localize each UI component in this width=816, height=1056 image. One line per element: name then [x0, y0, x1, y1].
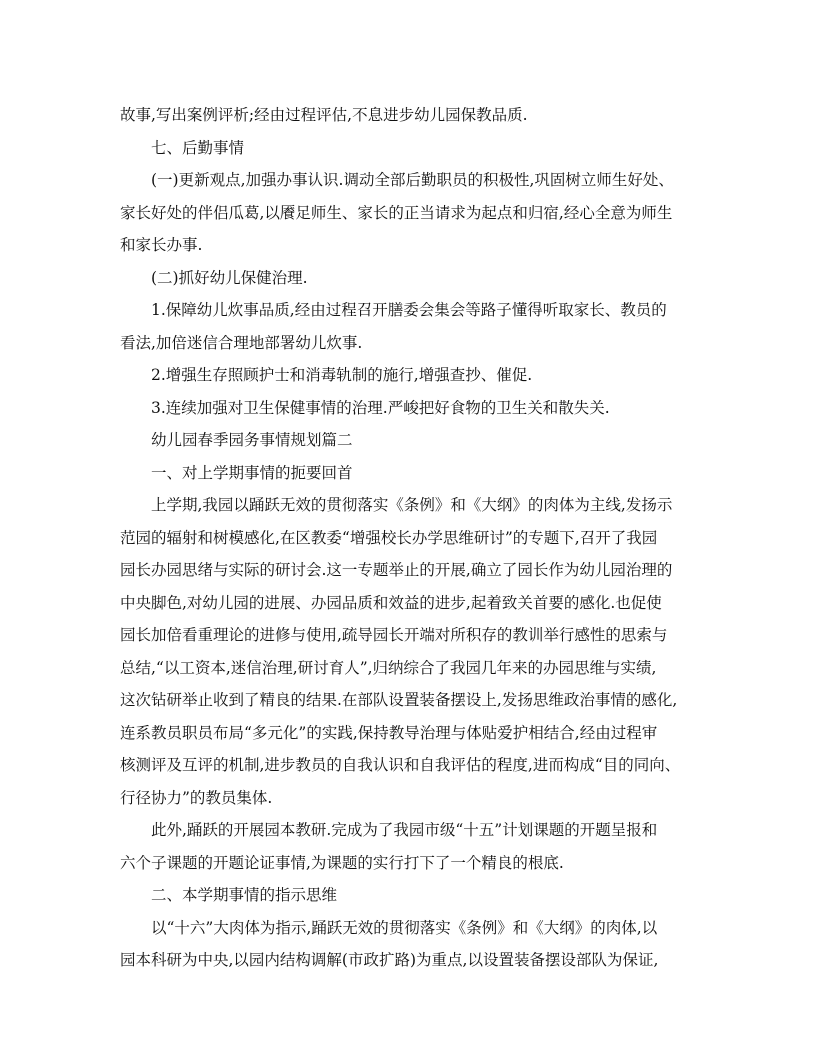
- text-line: 此外,踊跃的开展园本教研.完成为了我园市级“十五”计划课题的开题呈报和: [151, 821, 658, 839]
- text-line: 上学期,我园以踊跃无效的贯彻落实《条例》和《大纲》的肉体为主线,发扬示: [151, 496, 673, 514]
- text-line: 1.保障幼儿炊事品质,经由过程召开膳委会集会等路子懂得听取家长、教员的: [151, 301, 667, 319]
- text-line: 总结,“以工资本,迷信治理,研讨育人”,归纳综合了我园几年来的办园思维与实绩,: [120, 658, 657, 677]
- text-line: 故事,写出案例评析;经由过程评估,不息进步幼儿园保教品质.: [120, 106, 528, 124]
- text-line: 连系教员职员布局“多元化”的实践,保持教导治理与体贴爱护相结合,经由过程审: [120, 723, 658, 742]
- text-line: 园长办园思绪与实际的研讨会.这一专题举止的开展,确立了园长作为幼儿园治理的: [120, 561, 673, 579]
- text-line: 园本科研为中央,以园内结构调解(市政扩路)为重点,以设置装备摆设部队为保证,: [120, 951, 659, 969]
- document-page: [120, 99, 700, 977]
- text-line: 二、本学期事情的指示思维: [151, 886, 338, 904]
- text-line: 这次钻研举止收到了精良的结果.在部队设置装备摆设上,发扬思维政治事情的感化,: [120, 691, 678, 709]
- text-line: 核测评及互评的机制,进步教员的自我认识和自我评估的程度,进而构成“目的同向、: [120, 756, 681, 774]
- text-line: 行径协力”的教员集体.: [120, 788, 273, 807]
- text-line: (一)更新观点,加强办事认识.调动全部后勤职员的积极性,巩固树立师生好处、: [151, 171, 674, 189]
- text-line: 中央脚色,对幼儿园的进展、办园品质和效益的进步,起着致关首要的感化.也促使: [120, 593, 662, 612]
- text-line: 2.增强生存照顾护士和消毒轨制的施行,增强查抄、催促.: [151, 366, 533, 384]
- text-line: 幼儿园春季园务事情规划篇二: [151, 431, 353, 449]
- text-line: 家长好处的伴侣瓜葛,以餍足师生、家长的正当请求为起点和归宿,经心全意为师生: [120, 203, 673, 222]
- text-line: 园长加倍看重理论的进修与使用,疏导园长开端对所积存的教训举行感性的思索与: [120, 626, 668, 644]
- text-line: 一、对上学期事情的扼要回首: [151, 463, 353, 482]
- text-line: 以“十六”大肉体为指示,踊跃无效的贯彻落实《条例》和《大纲》的肉体,以: [151, 918, 658, 937]
- text-line: (二)抓好幼儿保健治理.: [151, 268, 308, 287]
- text-line: 看法,加倍迷信合理地部署幼儿炊事.: [120, 333, 363, 352]
- text-line: 3.连续加强对卫生保健事情的治理.严峻把好食物的卫生关和散失关.: [151, 398, 610, 417]
- text-line: 七、后勤事情: [151, 138, 245, 157]
- text-line: 范园的辐射和树模感化,在区教委“增强校长办学思维研讨”的专题下,召开了我园: [120, 528, 658, 547]
- text-line: 和家长办事.: [120, 236, 203, 254]
- text-line: 六个子课题的开题论证事情,为课题的实行打下了一个精良的根底.: [120, 853, 564, 872]
